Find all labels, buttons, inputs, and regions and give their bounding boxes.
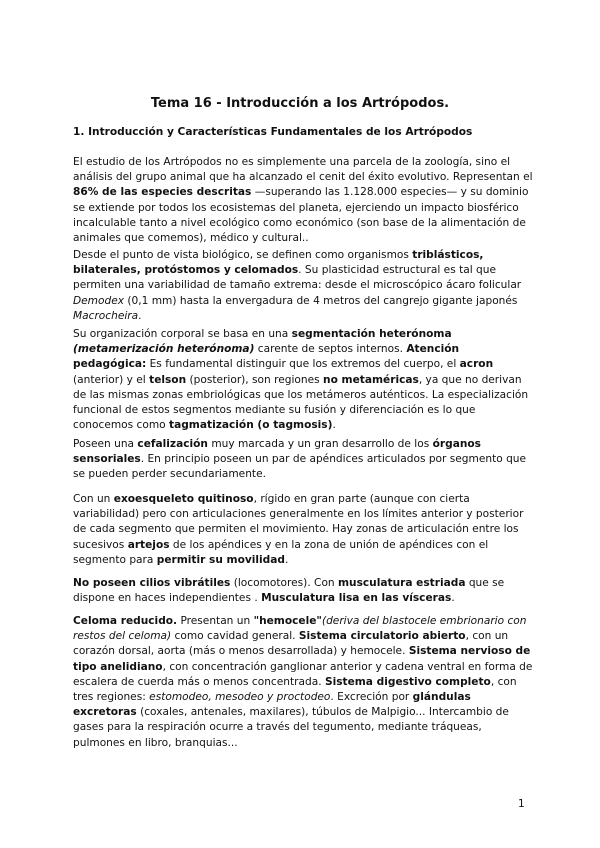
- bold-text: glándulas excretoras: [73, 691, 471, 719]
- text-run: . En principio poseen un par de apéndices articulados por segmento que se pueden perder secundariamente.: [73, 453, 527, 481]
- bold-text: cefalización: [137, 438, 208, 450]
- text-run: (0,1 mm) hasta la envergadura de 4 metros del cangrejo gigante japonés: [124, 294, 518, 307]
- bold-text: Musculatura lisa en las vísceras: [261, 592, 452, 605]
- text-run: . Su plasticidad estructural es tal que permiten una variabilidad de tamaño extrema: desde el microscópico ácaro folicular: [73, 264, 522, 292]
- text-run: (posterior), son regiones: [186, 373, 324, 386]
- paragraph-musculature: [73, 576, 535, 606]
- italic-text: Macrocheira: [73, 309, 139, 322]
- bold-text: permitir su movilidad: [156, 553, 285, 566]
- bold-text: "hemocele": [253, 615, 322, 627]
- text-run: , ya que no derivan de las mismas zonas embriológicas que los metámeros auténticos. La especialización funcional de estos segmentos mediante su fusión y diferenciación es lo que conocemos como: [73, 373, 529, 432]
- paragraph-cephalization: [73, 437, 535, 483]
- bold-text: no metaméricas: [323, 373, 419, 386]
- bold-text: acron: [459, 358, 494, 371]
- bold-text: telson: [149, 373, 187, 386]
- text-run: que se dispone en haces independientes .: [73, 577, 505, 605]
- text-run: , con concentración ganglionar anterior y cadena ventral en forma de escalera de cuerda más o menos concentrada.: [73, 660, 533, 688]
- bold-text: segmentación heterónoma: [291, 328, 452, 340]
- text-run: muy marcada y un gran desarrollo de los: [207, 438, 433, 450]
- bold-text: tagmatización (o tagmosis): [169, 419, 333, 432]
- text-run: Presentan un: [177, 615, 254, 627]
- text-run: , rígido en gran parte (aunque con cierta variabilidad) pero con articulaciones generalmente en los límites anterior y posterior de cada segmento que permiten el movimiento. Hay zonas de articulación entre los sucesivos: [73, 493, 524, 551]
- text-run: (locomotores). Con: [230, 577, 339, 589]
- bold-text: No poseen cilios vibrátiles: [73, 577, 231, 589]
- text-run: Es fundamental distinguir que los extremos del cuerpo, el: [146, 358, 460, 371]
- paragraph-systems: [73, 614, 535, 751]
- text-run: Poseen una: [73, 438, 138, 450]
- text-run: .: [285, 553, 289, 566]
- bold-text: Atención pedagógica:: [73, 343, 460, 371]
- bold-text: triblásticos, bilaterales, protóstomos y celomados: [73, 249, 484, 277]
- text-run: .: [138, 309, 142, 322]
- bold-text: exoesqueleto quitinoso: [113, 493, 254, 505]
- text-run: El estudio de los Artrópodos no es simplemente una parcela de la zoología, sino el análisis del grupo animal que ha alcanzado el cenit del éxito evolutivo. Representan el: [73, 156, 533, 184]
- text-run: (coxales, antenales, maxilares), túbulos de Malpigio... Intercambio de gases para la respiración ocurre a través del tegumento, mediante tráqueas, pulmones en libro, branquias...: [73, 706, 509, 749]
- bold-text: Sistema digestivo completo: [324, 675, 491, 688]
- bold-text: artejos: [127, 538, 170, 551]
- bold-text: órganos sensoriales: [73, 438, 481, 466]
- text-run: carente de septos internos.: [254, 343, 407, 356]
- text-run: Desde el punto de vista biológico, se definen como organismos: [73, 249, 413, 261]
- paragraph-segmentation: [73, 327, 535, 433]
- page-number: 1: [518, 798, 525, 810]
- text-run: como cavidad general.: [171, 630, 299, 643]
- paragraph-intro: [73, 155, 535, 246]
- bold-text: Celoma reducido.: [73, 615, 178, 627]
- bold-text: 86% de las especies descritas: [73, 186, 252, 199]
- paragraph-exoskeleton: [73, 492, 535, 568]
- italic-text: estomodeo, mesodeo y proctodeo: [149, 691, 331, 704]
- text-run: , con un corazón dorsal, aorta (más o menos desarrollada) y hemocele.: [73, 630, 509, 658]
- section-heading: 1. Introducción y Características Fundamentales de los Artrópodos: [73, 126, 473, 138]
- paragraph-biology: [73, 248, 535, 324]
- text-run: .: [332, 419, 336, 432]
- text-run: Su organización corporal se basa en una: [73, 328, 292, 340]
- bold-text: [73, 343, 254, 355]
- page-title: Tema 16 - Introducción a los Artrópodos.: [150, 96, 450, 111]
- bold-text: musculatura estriada: [338, 577, 466, 589]
- text-run: .: [451, 592, 455, 605]
- emphasis-text: (metamerización heterónoma): [73, 343, 255, 356]
- text-run: de los apéndices y en la zona de unión de apéndices con el segmento para: [73, 538, 489, 566]
- text-run: Con un: [73, 493, 114, 505]
- text-run: (anterior) y el: [73, 373, 150, 386]
- text-run: . Excreción por: [330, 691, 413, 704]
- bold-text: Sistema circulatorio abierto: [298, 630, 466, 643]
- italic-text: (deriva del blastocele embrionario con restos del celoma): [73, 615, 527, 643]
- text-run: , con tres regiones:: [73, 675, 517, 704]
- bold-text: Sistema nervioso de tipo anelidiano: [73, 645, 531, 673]
- text-run: —superando las 1.128.000 especies— y su dominio se extiende por todos los ecosistemas del planeta, ejerciendo un impacto biosférico incalculable tanto a nivel ecológico como económico (son base de la alimentación de animales que comemos), médico y cultural..: [73, 186, 529, 245]
- italic-text: Demodex: [73, 294, 124, 307]
